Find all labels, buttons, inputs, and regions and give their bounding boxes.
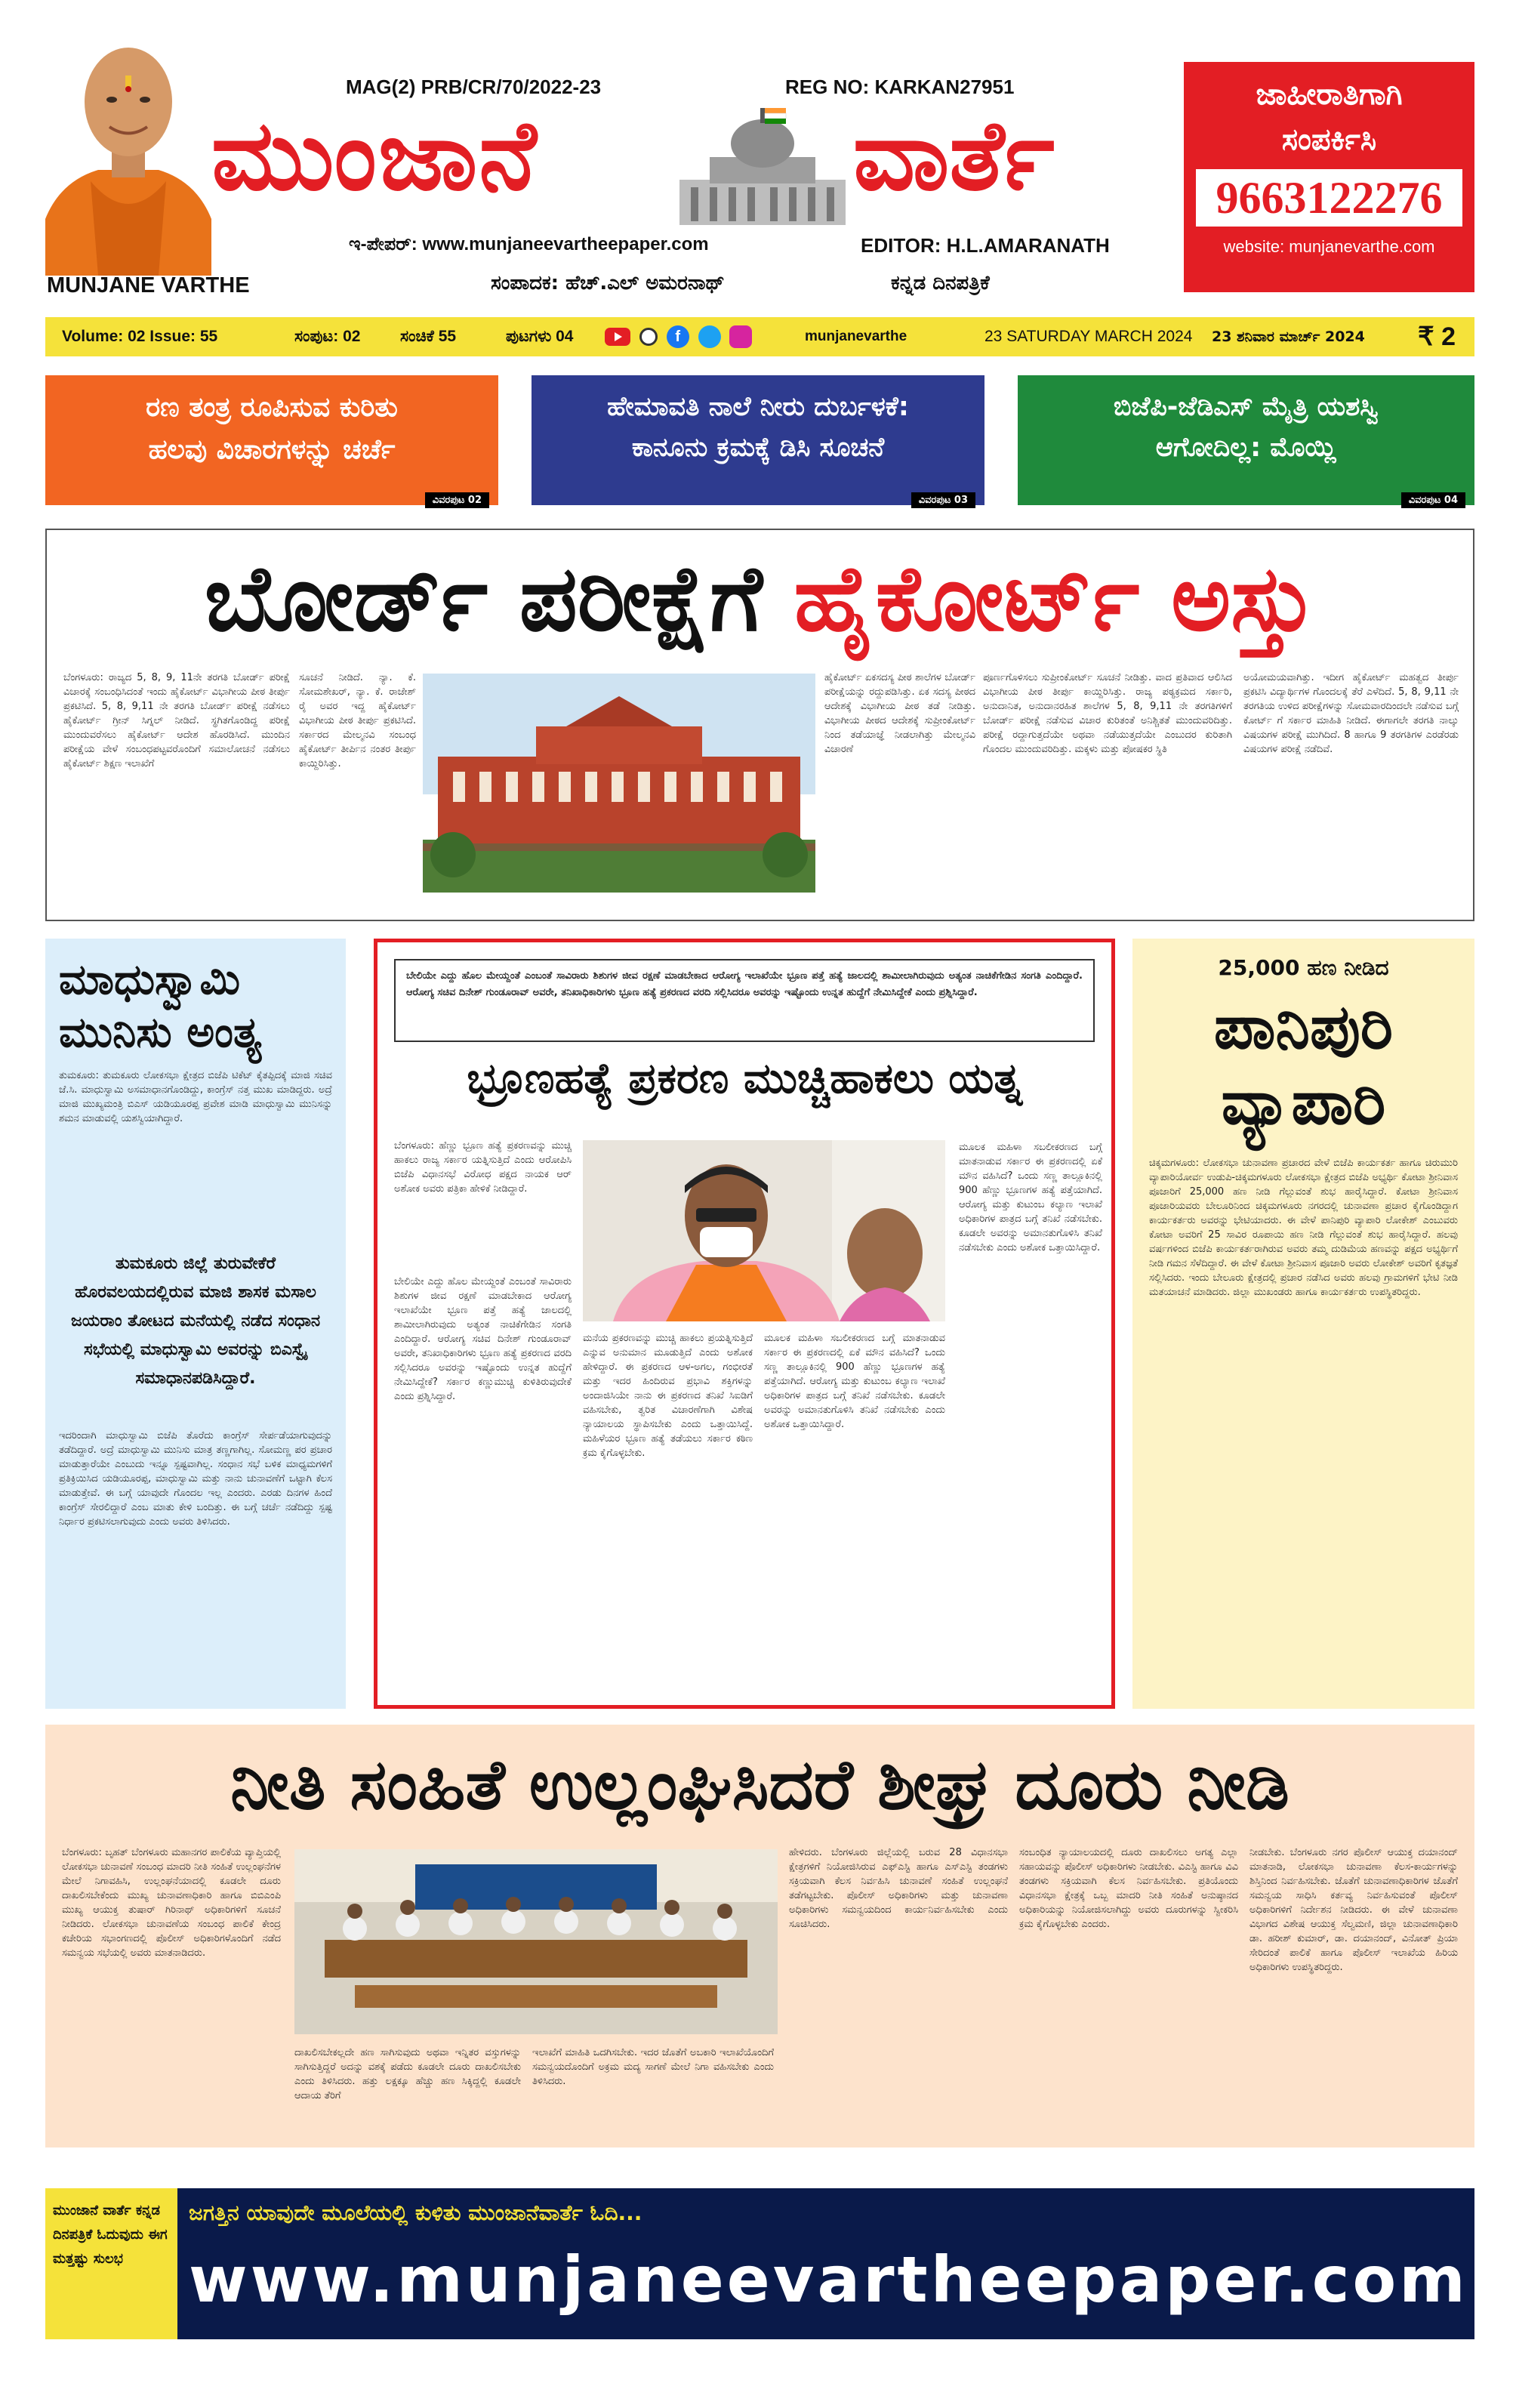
founder-portrait bbox=[45, 30, 211, 276]
title-left: ಮುಂಜಾನೆ bbox=[211, 100, 538, 212]
lead-col-3: ಹೈಕೋರ್ಟ್ ಏಕಸದಸ್ಯ ಪೀಠ ಶಾಲೆಗಳ ಬೋರ್ಡ್ ಪರೀಕ್ಷೆಯನ್ನು ರದ್ದುಪಡಿಸಿತ್ತು. ಏಕ ಸದಸ್ಯ ಪೀಠದ ಆದೇಶಕ್ಕೆ ವಿಭಾಗೀಯ ಪೀಠ ತಡೆ ನೀಡಿತ್ತು. ವಿಭಾಗೀಯ ಪೀಠದ ಆದೇಶಕ್ಕೆ ಸುಪ್ರೀಂಕೋರ್ಟ್ ನಿಂದ ತಡೆಯಾಜ್ಞೆ ನೀಡಲಾಗಿತ್ತು ಮೇಲ್ಮನವಿ ವಿಚಾರಣೆ bbox=[824, 672, 975, 755]
footer-url[interactable]: www.munjaneevartheepaper.com bbox=[189, 2243, 1468, 2317]
left-headline-1: ಮಾಧುಸ್ವಾಮಿ bbox=[59, 955, 241, 1004]
left-pull-quote: ತುಮಕೂರು ಜಿಲ್ಲೆ ತುರುವೇಕೆರೆ ಹೊರವಲಯದಲ್ಲಿರುವ ಮಾಜಿ ಶಾಸಕ ಮಸಾಲ ಜಯರಾಂ ತೋಟದ ಮನೆಯಲ್ಲಿ ನಡೆದ ಸಂಧಾನ ಸಭೆಯಲ್ಲಿ ಮಾಧುಸ್ವಾಮಿ ಅವರನ್ನು ಬಿಎಸ್ವೈ ಸಮಾಧಾನಪಡಿಸಿದ್ದಾರೆ. bbox=[70, 1254, 321, 1388]
bottom-col-4: ಹೇಳಿದರು. ಬೆಂಗಳೂರು ಜಿಲ್ಲೆಯಲ್ಲಿ ಬರುವ 28 ವಿಧಾನಸಭಾ ಕ್ಷೇತ್ರಗಳಿಗೆ ನಿಯೋಜಿಸಿರುವ ಎಫ್ಎಸ್ಟಿ ಹಾಗೂ ಎಸ್ಎಸ್ಟಿ ತಂಡಗಳು ಸಕ್ರಿಯವಾಗಿ ಕೆಲಸ ನಿರ್ವಹಿಸಿ ಚುನಾವಣೆ ಸಂಹಿತೆ ಉಲ್ಲಂಘನೆ ತಡೆಗಟ್ಟಬೇಕು. ಪೊಲೀಸ್ ಅಧಿಕಾರಿಗಳು ಮತ್ತು ಚುನಾವಣಾ ಅಧಿಕಾರಿಗಳು ಸಮನ್ವಯದಿಂದ ಕಾರ್ಯನಿರ್ವಹಿಸಬೇಕು ಎಂದು ಸೂಚಿಸಿದರು. bbox=[789, 1847, 1008, 1930]
lead-col-5: ಅಯೋಮಯವಾಗಿತ್ತು. ಇದೀಗ ಹೈಕೋರ್ಟ್ ಮಹತ್ವದ ತೀರ್ಪು ಪ್ರಕಟಿಸಿ ವಿದ್ಯಾರ್ಥಿಗಳ ಗೊಂದಲಕ್ಕೆ ತೆರೆ ಎಳೆದಿದೆ. 5, 8, 9,11 ನೇ ತರಗತಿಯ ಉಳಿದ ಪರೀಕ್ಷೆಗಳನ್ನು ಸೋಮವಾರದಿಂದಲೇ ನಡೆಸುವ ಬಗ್ಗೆ ಕೋರ್ಟ್ ಗೆ ಸರ್ಕಾರ ಮಾಹಿತಿ ನೀಡಿದೆ. ಈಗಾಗಲೇ ತರಗತಿ ನಾಲ್ಕು ವಿಷಯಗಳ ಪರೀಕ್ಷೆ ಮುಗಿದಿದೆ. 8 ಹಾಗೂ 9 ತರಗತಿಗಳ ಎರಡೆರಡು ವಿಷಯಗಳ ಪರೀಕ್ಷೆ ನಡೆದಿವೆ. bbox=[1243, 672, 1459, 755]
lead-col-4: ಪೂರ್ಣಗೊಳಿಸಲು ಸುಪ್ರೀಂಕೋರ್ಟ್ ಸೂಚನೆ ನೀಡಿತ್ತು. ವಾದ ಪ್ರತಿವಾದ ಆಲಿಸಿದ ವಿಭಾಗೀಯ ಪೀಠ ತೀರ್ಪು ಕಾಯ್ದಿರಿಸಿತ್ತು. ರಾಜ್ಯ ಪಠ್ಯಕ್ರಮದ ಸರ್ಕಾರಿ, ಅನುದಾನಿತ, ಅನುದಾನರಹಿತ ಶಾಲೆಗಳ 5, 8, 9,11 ನೇ ತರಗತಿಗಳಿಗೆ ಬೋರ್ಡ್ ಪರೀಕ್ಷೆ ನಡೆಸುವ ವಿಚಾರ ಕುರಿತಂತೆ ಅನಿಶ್ಚಿತತೆ ಮುಂದುವರಿದಿತ್ತು. ಪರೀಕ್ಷೆ ರದ್ದಾಗುತ್ತದೆಯೇ ಅಥವಾ ನಡೆಯುತ್ತದೆಯೇ ಎಂಬುದರ ಕುರಿತಾಗಿ ಗೊಂದಲ ಮುಂದುವರಿದಿತ್ತು. ಮಕ್ಕಳು ಮತ್ತು ಪೋಷಕರ ಸ್ಥಿತಿ bbox=[983, 672, 1232, 755]
teaser-line-1: ಹೇಮಾವತಿ ನಾಲೆ ನೀರು ದುರ್ಬಳಕೆ: bbox=[607, 392, 909, 422]
twitter-icon[interactable] bbox=[698, 325, 721, 348]
date-english: 23 SATURDAY MARCH 2024 bbox=[984, 328, 1193, 345]
bottom-story bbox=[45, 1725, 1474, 2147]
center-quote: ಬೇಲಿಯೇ ಎದ್ದು ಹೊಲ ಮೇಯ್ದಂತೆ ಎಂಬಂತೆ ಸಾವಿರಾರು ಶಿಶುಗಳ ಜೀವ ರಕ್ಷಣೆ ಮಾಡಬೇಕಾದ ಆರೋಗ್ಯ ಇಲಾಖೆಯೇ ಭ್ರೂಣ ಪತ್ತೆ ಹತ್ಯೆ ಜಾಲದಲ್ಲಿ ಶಾಮೀಲಾಗಿರುವುದು ಅತ್ಯಂತ ನಾಚಿಕೆಗೇಡಿನ ಸಂಗತಿ ಎಂದಿದ್ದಾರೆ. ಆರೋಗ್ಯ ಸಚಿವ ದಿನೇಶ್ ಗುಂಡೂರಾವ್ ಅವರೇ, ತನಿಖಾಧಿಕಾರಿಗಳು ಭ್ರೂಣ ಹತ್ಯೆ ಪ್ರಕರಣದ ವರದಿ ಸಲ್ಲಿಸಿದರೂ ಅವರನ್ನು ಇಷ್ಟೊಂದು ಉನ್ನತ ಹುದ್ದೆಗೆ ನೇಮಿಸಿದ್ದೇಕೆ ಎಂದು ಪ್ರಶ್ನಿಸಿದ್ದಾರೆ. bbox=[406, 970, 1083, 998]
advertise-website[interactable]: website: munjanevarthe.com bbox=[1223, 237, 1435, 256]
bottom-col-2: ದಾಖಲಿಸಬೇಕಲ್ಲದೇ ಹಣ ಸಾಗಿಸುವುದು ಅಥವಾ ಇನ್ನಿತರ ವಸ್ತುಗಳನ್ನು ಸಾಗಿಸುತ್ತಿದ್ದರೆ ಅದನ್ನು ವಶಕ್ಕೆ ಪಡೆದು ಕೂಡಲೇ ದೂರು ದಾಖಲಿಸಬೇಕು ಎಂದು ತಿಳಿಸಿದರು. ಹತ್ತು ಲಕ್ಷಕ್ಕೂ ಹೆಚ್ಚು ಹಣ ಸಿಕ್ಕಿದ್ದಲ್ಲಿ ಕೂಡಲೇ ಆದಾಯ ತೆರಿಗೆ bbox=[294, 2047, 521, 2101]
registration-left: MAG(2) PRB/CR/70/2022-23 bbox=[346, 76, 602, 98]
masthead bbox=[0, 0, 1516, 310]
left-headline-2: ಮುನಿಸು ಅಂತ್ಯ bbox=[59, 1008, 262, 1057]
center-col-4: ಮೂಲಕ ಮಹಿಳಾ ಸಬಲೀಕರಣದ ಬಗ್ಗೆ ಮಾತನಾಡುವ ಸರ್ಕಾರ ಈ ಪ್ರಕರಣದಲ್ಲಿ ಏಕೆ ಮೌನ ವಹಿಸಿದೆ? ಒಂದು ಸಣ್ಣ ತಾಲ್ಲೂಕಿನಲ್ಲಿ 900 ಹೆಣ್ಣು ಭ್ರೂಣಗಳ ಹತ್ಯೆ ಪತ್ತೆಯಾಗಿದೆ. ಆರೋಗ್ಯ ಮತ್ತು ಕುಟುಂಬ ಕಲ್ಯಾಣ ಇಲಾಖೆ ಅಧಿಕಾರಿಗಳ ಪಾತ್ರದ ಬಗ್ಗೆ ತನಿಖೆ ನಡೆಸಬೇಕು. ಕೂಡಲೇ ಅವರನ್ನು ಅಮಾನತುಗೊಳಿಸಿ ತನಿಖೆ ನಡೆಸಬೇಕು ಎಂದು ಅಶೋಕ ಒತ್ತಾಯಿಸಿದ್ದಾರೆ. bbox=[959, 1142, 1102, 1253]
teaser-1[interactable] bbox=[45, 375, 498, 505]
teaser-3[interactable] bbox=[1018, 375, 1474, 505]
right-story bbox=[1132, 939, 1474, 1709]
lead-headline-red: ಹೈಕೋರ್ಟ್ ಅಸ್ತು bbox=[793, 547, 1316, 652]
lead-col-1: ಬೆಂಗಳೂರು: ರಾಜ್ಯದ 5, 8, 9, 11ನೇ ತರಗತಿ ಬೋರ್ಡ್ ಪರೀಕ್ಷೆ ವಿಚಾರಕ್ಕೆ ಸಂಬಂಧಿಸಿದಂತೆ ಇಂದು ಹೈಕೋರ್ಟ್ ವಿಭಾಗೀಯ ಪೀಠ ತೀರ್ಪು ಪ್ರಕಟಿಸಿದೆ. 5, 8, 9,11 ನೇ ತರಗತಿ ಬೋರ್ಡ್ ಪರೀಕ್ಷೆ ನಡೆಸಲು ಹೈಕೋರ್ಟ್ ಗ್ರೀನ್ ಸಿಗ್ನಲ್ ನೀಡಿದೆ. ಸ್ಥಗಿತಗೊಂಡಿದ್ದ ಪರೀಕ್ಷೆ ಮುಂದುವರೆಸಲು ಹೈಕೋರ್ಟ್ ಆದೇಶ ಹೊರಡಿಸಿದೆ. ಮುಂದಿನ ಪರೀಕ್ಷೆಯ ವೇಳೆ ಸಂಬಂಧಪಟ್ಟವರೊಂದಿಗೆ ಸಮಾಲೋಚನೆ ನಡೆಸಲು ಹೈಕೋರ್ಟ್ ಶಿಕ್ಷಣ ಇಲಾಖೆಗೆ bbox=[63, 672, 290, 769]
advertise-line-2: ಸಂಪರ್ಕಿಸಿ bbox=[1281, 122, 1377, 157]
facebook-icon[interactable]: f bbox=[667, 325, 689, 348]
dateline-bar bbox=[45, 317, 1474, 356]
sanchike: ಸಂಚಿಕೆ 55 bbox=[400, 328, 457, 345]
minister-photo bbox=[583, 1140, 945, 1321]
epaper-url: ಇ-ಪೇಪರ್: www.munjaneevartheepaper.com bbox=[349, 234, 709, 254]
teaser-line-1: ಬಿಜೆಪಿ-ಜೆಡಿಎಸ್ ಮೈತ್ರಿ ಯಶಸ್ವಿ bbox=[1113, 392, 1379, 422]
youtube-icon[interactable] bbox=[605, 328, 630, 346]
center-headline: ಭ್ರೂಣಹತ್ಯೆ ಪ್ರಕರಣ ಮುಚ್ಚಿಹಾಕಲು ಯತ್ನ bbox=[467, 1054, 1022, 1103]
center-col-3: ಮೂಲಕ ಮಹಿಳಾ ಸಬಲೀಕರಣದ ಬಗ್ಗೆ ಮಾತನಾಡುವ ಸರ್ಕಾರ ಈ ಪ್ರಕರಣದಲ್ಲಿ ಏಕೆ ಮೌನ ವಹಿಸಿದೆ? ಒಂದು ಸಣ್ಣ ತಾಲ್ಲೂಕಿನಲ್ಲಿ 900 ಹೆಣ್ಣು ಭ್ರೂಣಗಳ ಹತ್ಯೆ ಪತ್ತೆಯಾಗಿದೆ. ಆರೋಗ್ಯ ಮತ್ತು ಕುಟುಂಬ ಕಲ್ಯಾಣ ಇಲಾಖೆ ಅಧಿಕಾರಿಗಳ ಪಾತ್ರದ ಬಗ್ಗೆ ತನಿಖೆ ನಡೆಸಬೇಕು. ಕೂಡಲೇ ಅವರನ್ನು ಅಮಾನತುಗೊಳಿಸಿ ತನಿಖೆ ನಡೆಸಬೇಕು ಎಂದು ಅಶೋಕ ಒತ್ತಾಯಿಸಿದ್ದಾರೆ. bbox=[764, 1333, 945, 1430]
high-court-photo bbox=[423, 674, 815, 893]
bottom-col-3: ಇಲಾಖೆಗೆ ಮಾಹಿತಿ ಒದಗಿಸಬೇಕು. ಇದರ ಜೊತೆಗೆ ಅಬಕಾರಿ ಇಲಾಖೆಯೊಂದಿಗೆ ಸಮನ್ವಯದೊಂದಿಗೆ ಅಕ್ರಮ ಮದ್ಯ ಸಾಗಣೆ ಮೇಲೆ ನಿಗಾ ವಹಿಸಬೇಕು ಎಂದು ತಿಳಿಸಿದರು. bbox=[532, 2047, 774, 2087]
teaser-line-2: ಆಗೋದಿಲ್ಲ: ಮೊಯ್ಲಿ bbox=[1155, 433, 1337, 463]
bottom-col-1: ಬೆಂಗಳೂರು: ಬೃಹತ್ ಬೆಂಗಳೂರು ಮಹಾನಗರ ಪಾಲಿಕೆಯ ವ್ಯಾಪ್ತಿಯಲ್ಲಿ ಲೋಕಸಭಾ ಚುನಾವಣೆ ಸಂಬಂಧ ಮಾದರಿ ನೀತಿ ಸಂಹಿತೆ ಉಲ್ಲಂಘನೆಗಳ ಮೇಲೆ ನಿಗಾವಹಿಸಿ, ಉಲ್ಲಂಘನೆಯಾದಲ್ಲಿ ಕೂಡಲೇ ದೂರು ದಾಖಲಿಸಬೇಕೆಂದು ಮುಖ್ಯ ಚುನಾವಣಾಧಿಕಾರಿ ಹಾಗೂ ಬಿಬಿಎಂಪಿ ಮುಖ್ಯ ಆಯುಕ್ತ ತುಷಾರ್ ಗಿರಿನಾಥ್ ಅಧಿಕಾರಿಗಳಿಗೆ ಸೂಚನೆ ನೀಡಿದರು. ಲೋಕಸಭಾ ಚುನಾವಣೆಯ ಸಂಬಂಧ ಪಾಲಿಕೆ ಕೇಂದ್ರ ಕಚೇರಿಯ ಸಭಾಂಗಣದಲ್ಲಿ ಪೊಲೀಸ್ ಅಧಿಕಾರಿಗಳೊಂದಿಗೆ ನಡೆದ ಸಮನ್ವಯ ಸಭೆಯಲ್ಲಿ ಅವರು ಮಾತನಾಡಿದರು. bbox=[62, 1847, 281, 1959]
social-handle[interactable]: munjanevarthe bbox=[805, 328, 907, 344]
right-kicker: 25,000 ಹಣ ನೀಡಿದ bbox=[1218, 955, 1389, 980]
bottom-headline: ನೀತಿ ಸಂಹಿತೆ ಉಲ್ಲಂಘಿಸಿದರೆ ಶೀಘ್ರ ದೂರು ನೀಡಿ bbox=[230, 1744, 1290, 1825]
right-headline-1: ಪಾನಿಪುರಿ bbox=[1213, 991, 1394, 1063]
advertise-phone[interactable]: 9663122276 bbox=[1216, 173, 1443, 223]
center-col-1: ಬೆಂಗಳೂರು: ಹೆಣ್ಣು ಭ್ರೂಣ ಹತ್ಯೆ ಪ್ರಕರಣವನ್ನು ಮುಚ್ಚಿ ಹಾಕಲು ರಾಜ್ಯ ಸರ್ಕಾರ ಯತ್ನಿಸುತ್ತಿದೆ ಎಂದು ಆರೋಪಿಸಿ ಬಿಜೆಪಿ ವಿಧಾನಸಭೆ ವಿರೋಧ ಪಕ್ಷದ ನಾಯಕ ಆರ್ ಅಶೋಕ ಅವರು ಪತ್ರಿಕಾ ಹೇಳಿಕೆ ನೀಡಿದ್ದಾರೆ. bbox=[394, 1140, 572, 1195]
lead-headline-black: ಬೋರ್ಡ್ ಪರೀಕ್ಷೆಗೆ bbox=[204, 547, 763, 652]
lead-headline bbox=[47, 547, 1473, 652]
teaser-line-2: ಹಲವು ವಿಚಾರಗಳನ್ನು ಚರ್ಚೆ bbox=[148, 434, 396, 465]
footer-banner[interactable] bbox=[45, 2188, 1474, 2339]
center-col-1b: ಬೇಲಿಯೇ ಎದ್ದು ಹೊಲ ಮೇಯ್ದಂತೆ ಎಂಬಂತೆ ಸಾವಿರಾರು ಶಿಶುಗಳ ಜೀವ ರಕ್ಷಣೆ ಮಾಡಬೇಕಾದ ಆರೋಗ್ಯ ಇಲಾಖೆಯೇ ಭ್ರೂಣ ಪತ್ತೆ ಹತ್ಯೆ ಜಾಲದಲ್ಲಿ ಶಾಮೀಲಾಗಿರುವುದು ಅತ್ಯಂತ ನಾಚಿಕೆಗೇಡಿನ ಸಂಗತಿ ಎಂದಿದ್ದಾರೆ. ಆರೋಗ್ಯ ಸಚಿವ ದಿನೇಶ್ ಗುಂಡೂರಾವ್ ಅವರೇ, ತನಿಖಾಧಿಕಾರಿಗಳು ಭ್ರೂಣ ಹತ್ಯೆ ಪ್ರಕರಣದ ವರದಿ ಸಲ್ಲಿಸಿದರೂ ಅವರನ್ನು ಇಷ್ಟೊಂದು ಉನ್ನತ ಹುದ್ದೆಗೆ ನೇಮಿಸಿದ್ದೇಕೆ? ಸರ್ಕಾರ ಕಣ್ಣುಮುಚ್ಚಿ ಕುಳಿತಿರುವುದೇಕೆ ಎಂದು ಪ್ರಶ್ನಿಸಿದ್ದಾರೆ. bbox=[394, 1276, 572, 1402]
instagram-icon[interactable] bbox=[729, 325, 752, 348]
center-quote-box bbox=[394, 959, 1095, 1042]
left-story bbox=[45, 939, 346, 1709]
teaser-page: ವಿವರಪುಟ 04 bbox=[1401, 492, 1465, 508]
advertise-line-1: ಜಾಹೀರಾತಿಗಾಗಿ bbox=[1256, 77, 1403, 112]
editor-kannada: ಸಂಪಾದಕ: ಹೆಚ್.ಎಲ್ ಅಮರನಾಥ್ bbox=[491, 272, 725, 294]
english-name: MUNJANE VARTHE bbox=[47, 273, 250, 298]
advertise-box bbox=[1184, 62, 1474, 292]
advertise-phone-box bbox=[1196, 169, 1462, 227]
editor-english: EDITOR: H.L.AMARANATH bbox=[861, 234, 1110, 257]
footer-tagline: ಜಗತ್ತಿನ ಯಾವುದೇ ಮೂಲೆಯಲ್ಲಿ ಕುಳಿತು ಮುಂಜಾನೆವಾರ್ತೆ ಓದಿ... bbox=[189, 2200, 642, 2225]
lead-col-2: ಸೂಚನೆ ನೀಡಿದೆ. ನ್ಯಾ. ಕೆ. ಸೋಮಶೇಖರ್, ನ್ಯಾ. ಕೆ. ರಾಜೇಶ್ ರೈ ಅವರ ಇದ್ದ ಹೈಕೋರ್ಟ್ ವಿಭಾಗೀಯ ಪೀಠ ತೀರ್ಪು ಪ್ರಕಟಿಸಿದೆ. ಸರ್ಕಾರದ ಮೇಲ್ಮನವಿ ಸಂಬಂಧ ಹೈಕೋರ್ಟ್ ತೀರ್ಪಿನ ನಂತರ ತೀರ್ಪು ಕಾಯ್ದಿರಿಸಿತ್ತು. bbox=[299, 672, 416, 769]
footer-left-box bbox=[45, 2188, 177, 2339]
date-kannada: 23 ಶನಿವಾರ ಮಾರ್ಚ್ 2024 bbox=[1212, 328, 1365, 345]
meeting-photo bbox=[294, 1849, 778, 2034]
center-col-2: ಮನೆಯ ಪ್ರಕರಣವನ್ನು ಮುಚ್ಚಿ ಹಾಕಲು ಪ್ರಯತ್ನಿಸುತ್ತಿದೆ ಎನ್ನುವ ಅನುಮಾನ ಮೂಡುತ್ತಿದೆ ಎಂದು ಅಶೋಕ ಹೇಳಿದ್ದಾರೆ. ಈ ಪ್ರಕರಣದ ಆಳ-ಅಗಲ, ಗಂಭೀರತೆ ಮತ್ತು ಇದರ ಹಿಂದಿರುವ ಪ್ರಭಾವಿ ಶಕ್ತಿಗಳನ್ನು ಅಂದಾಜಿಸಿಯೇ ನಾನು ಈ ಪ್ರಕರಣದ ತನಿಖೆ ಸಿಐಡಿಗೆ ವಹಿಸಬೇಕು, ತ್ವರಿತ ವಿಚಾರಣೆಗಾಗಿ ವಿಶೇಷ ನ್ಯಾಯಾಲಯ ಸ್ಥಾಪಿಸಬೇಕು ಎಂದು ಒತ್ತಾಯಿಸಿದ್ದೆ. ಮಹಿಳೆಯರ ಭ್ರೂಣ ಹತ್ಯೆ ತಡೆಯಲು ಸರ್ಕಾರ ಕಠಿಣ ಕ್ರಮ ಕೈಗೊಳ್ಳಬೇಕು. bbox=[583, 1333, 753, 1459]
daily-label: ಕನ್ನಡ ದಿನಪತ್ರಿಕೆ bbox=[891, 272, 990, 294]
samputa: ಸಂಪುಟ: 02 bbox=[294, 328, 361, 345]
vidhana-soudha-illustration bbox=[664, 97, 861, 229]
price: ₹ 2 bbox=[1418, 322, 1456, 351]
left-body-2: ಇದರಿಂದಾಗಿ ಮಾಧುಸ್ವಾಮಿ ಬಿಜೆಪಿ ತೊರೆದು ಕಾಂಗ್ರೆಸ್ ಸೇರ್ಪಡೆಯಾಗುವುದನ್ನು ತಡೆದಿದ್ದಾರೆ. ಅದ್ರೆ ಮಾಧುಸ್ವಾಮಿ ಮುನಿಸು ಮಾತ್ರ ತಣ್ಣಗಾಗಿಲ್ಲ. ಸೋಮಣ್ಣ ಪರ ಪ್ರಚಾರ ಮಾಡುತ್ತಾರೆಯೇ ಎಂಬುದು ಇನ್ನೂ ಸ್ಪಷ್ಟವಾಗಿಲ್ಲ. ಸಂಧಾನ ಸಭೆ ಬಳಿಕ ಮಾಧ್ಯಮಗಳಿಗೆ ಪ್ರತಿಕ್ರಿಯಿಸಿದ ಯಡಿಯೂರಪ್ಪ, ಮಾಧುಸ್ವಾಮಿ ಮತ್ತು ನಾನು ಚುನಾವಣೆಗೆ ಒಟ್ಟಾಗಿ ಕೆಲಸ ಮಾಡುತ್ತೇವೆ. ಈ ಬಗ್ಗೆ ಯಾವುದೇ ಗೊಂದಲ ಇಲ್ಲ ಎಂದರು. ಎರಡು ದಿನಗಳ ಹಿಂದೆ ಕಾಂಗ್ರೆಸ್ ಸೇರಲಿದ್ದಾರೆ ಎಂಬ ಮಾತು ಕೇಳಿ ಬಂದಿತ್ತು. ಈ ಬಗ್ಗೆ ಚರ್ಚೆ ನಡೆದಿದ್ದು ಸ್ಪಷ್ಟ ನಿರ್ಧಾರ ಪ್ರಕಟಿಸಲಾಗುವುದು ಎಂದು ಅವರು ತಿಳಿಸಿದರು. bbox=[59, 1430, 332, 1528]
title-right: ವಾರ್ತೆ bbox=[853, 100, 1055, 212]
social-icons bbox=[602, 317, 754, 356]
registration-right: REG NO: KARKAN27951 bbox=[785, 76, 1015, 98]
right-headline-2: ವ್ಯಾಪಾರಿ bbox=[1221, 1067, 1386, 1139]
bottom-col-5: ಸಂಬಂಧಿತ ನ್ಯಾಯಾಲಯದಲ್ಲಿ ದೂರು ದಾಖಲಿಸಲು ಅಗತ್ಯ ಎಲ್ಲಾ ಸಹಾಯವನ್ನು ಪೊಲೀಸ್ ಅಧಿಕಾರಿಗಳು ನೀಡಬೇಕು. ವಿಎಸ್ಟಿ ಹಾಗೂ ವಿವಿ ತಂಡಗಳು ಸಕ್ರಿಯವಾಗಿ ಕೆಲಸ ನಿರ್ವಹಿಸಬೇಕು. ಪ್ರತಿಯೊಂದು ವಿಧಾನಸಭಾ ಕ್ಷೇತ್ರಕ್ಕೆ ಒಬ್ಬ ಮಾದರಿ ನೀತಿ ಸಂಹಿತೆ ಅನುಷ್ಠಾನದ ಅಧಿಕಾರಿಯನ್ನು ನಿಯೋಜಿಸಲಾಗಿದ್ದು ಅವರು ದೂರುಗಳನ್ನು ಸ್ವೀಕರಿಸಿ ಕ್ರಮ ಕೈಗೊಳ್ಳಬೇಕು ಎಂದರು. bbox=[1019, 1847, 1238, 1930]
left-body-1: ತುಮಕೂರು: ತುಮಕೂರು ಲೋಕಸಭಾ ಕ್ಷೇತ್ರದ ಬಿಜೆಪಿ ಟಿಕೆಟ್ ಕೈತಪ್ಪಿದಕ್ಕೆ ಮಾಜಿ ಸಚಿವ ಜೆ.ಸಿ. ಮಾಧುಸ್ವಾಮಿ ಅಸಮಾಧಾನಗೊಂಡಿದ್ದು, ಕಾಂಗ್ರೆಸ್ ನತ್ತ ಮುಖ ಮಾಡಿದ್ದರು. ಅದ್ರೆ ಮಾಜಿ ಮುಖ್ಯಮಂತ್ರಿ ಬಿಎಸ್ ಯಡಿಯೂರಪ್ಪ ಪ್ರವೇಶ ಮಾಡಿ ಮಾಧುಸ್ವಾಮಿ ಮುನಿಸನ್ನು ಶಮನ ಮಾಡುವಲ್ಲಿ ಯಶಸ್ವಿಯಾಗಿದ್ದಾರೆ. bbox=[59, 1070, 332, 1124]
teaser-page: ವಿವರಪುಟ 03 bbox=[911, 492, 975, 508]
teaser-line-2: ಕಾನೂನು ಕ್ರಮಕ್ಕೆ ಡಿಸಿ ಸೂಚನೆ bbox=[631, 433, 885, 463]
lead-story bbox=[45, 529, 1474, 921]
teaser-page: ವಿವರಪುಟ 02 bbox=[425, 492, 489, 508]
teaser-line-1: ರಣ ತಂತ್ರ ರೂಪಿಸುವ ಕುರಿತು bbox=[146, 392, 398, 423]
bottom-col-6: ನೀಡಬೇಕು. ಬೆಂಗಳೂರು ನಗರ ಪೊಲೀಸ್ ಆಯುಕ್ತ ದಯಾನಂದ್ ಮಾತನಾಡಿ, ಲೋಕಸಭಾ ಚುನಾವಣಾ ಕೆಲಸ-ಕಾರ್ಯಗಳನ್ನು ಶಿಸ್ತಿನಿಂದ ನಿರ್ವಹಿಸಬೇಕು. ಜೊತೆಗೆ ಚುನಾವಣಾಧಿಕಾರಿಗಳ ಜೊತೆಗೆ ಸಮನ್ವಯ ಸಾಧಿಸಿ ಕರ್ತವ್ಯ ನಿರ್ವಹಿಸುವಂತೆ ಪೊಲೀಸ್ ಅಧಿಕಾರಿಗಳಿಗೆ ನಿರ್ದೇಶನ ನೀಡಿದರು. ಈ ವೇಳೆ ಚುನಾವಣಾ ವಿಭಾಗದ ವಿಶೇಷ ಆಯುಕ್ತ ಸೆಲ್ವಮಣಿ, ಜಿಲ್ಲಾ ಚುನಾವಣಾಧಿಕಾರಿ ಡಾ. ಹರೀಶ್ ಕುಮಾರ್, ಡಾ. ದಯಾನಂದ್, ವಿನೋತ್ ಪ್ರಿಯಾ ಸೇರಿದಂತೆ ಪಾಲಿಕೆ ಹಾಗೂ ಪೊಲೀಸ್ ಇಲಾಖೆಯ ಹಿರಿಯ ಅಧಿಕಾರಿಗಳು ಉಪಸ್ಥಿತರಿದ್ದರು. bbox=[1249, 1847, 1458, 1973]
footer-left-text: ಮುಂಜಾನೆ ವಾರ್ತೆ ಕನ್ನಡ ದಿನಪತ್ರಿಕೆ ಓದುವುದು ಈಗ ಮತ್ತಷ್ಟು ಸುಲಭ bbox=[53, 2203, 168, 2267]
teaser-2[interactable] bbox=[532, 375, 984, 505]
right-body: ಚಿಕ್ಕಮಗಳೂರು: ಲೋಕಸಭಾ ಚುನಾವಣಾ ಪ್ರಚಾರದ ವೇಳೆ ಬಿಜೆಪಿ ಕಾರ್ಯಕರ್ತ ಹಾಗೂ ಚಿರುಮುರಿ ವ್ಯಾಪಾರಿಯೋರ್ವ ಉಡುಪಿ-ಚಿಕ್ಕಮಗಳೂರು ಲೋಕಸಭಾ ಕ್ಷೇತ್ರದ ಬಿಜೆಪಿ ಅಭ್ಯರ್ಥಿ ಕೋಟಾ ಶ್ರೀನಿವಾಸ ಪೂಜಾರಿಗೆ 25,000 ಹಣ ನೀಡಿ ಗೆಲ್ಲುವಂತೆ ಶುಭ ಹಾರೈಸಿದ್ದಾರೆ. ಕೋಟಾ ಶ್ರೀನಿವಾಸ ಪೂಜಾರಿಯವರು ಬೇಲೂರಿನಿಂದ ಚಿಕ್ಕಮಗಳೂರು ನಗರದಲ್ಲಿ ಚುನಾವಣಾ ಪ್ರಚಾರ ಕೈಗೊಂಡಿದ್ದಾಗ ಕಾರ್ಯಕರ್ತರು ಅವರನ್ನು ಭೇಟಿಯಾದರು. ಈ ವೇಳೆ ಪಾನಿಪುರಿ ವ್ಯಾಪಾರಿ ಲೋಕೇಶ್ ಎಂಬುವರು ಕೋಟಾ ಅವರಿಗೆ 25 ಸಾವಿರ ರೂಪಾಯಿ ಹಣ ನೀಡಿ ಗೆಲ್ಲುವಂತೆ ಶುಭ ಹಾರೈಸಿದ್ದಾರೆ. ಹಲವು ವರ್ಷಗಳಿಂದ ಬಿಜೆಪಿ ಕಾರ್ಯಕರ್ತರಾಗಿರುವ ಅವರು ತಮ್ಮ ದುಡಿಮೆಯ ಹಣವನ್ನು ಪಕ್ಷದ ಅಭ್ಯರ್ಥಿಗೆ ನೀಡಿ ಗಮನ ಸೆಳೆದಿದ್ದಾರೆ. ಈ ವೇಳೆ ಕೋಟಾ ಶ್ರೀನಿವಾಸ ಪೂಜಾರಿ ಅವರು ಲೋಕೇಶ್ ಅವರಿಗೆ ಕೃತಜ್ಞತೆ ಸಲ್ಲಿಸಿದರು. ಇಂದು ಬೇಲೂರು ಕ್ಷೇತ್ರದಲ್ಲಿ ಪ್ರಚಾರ ನಡೆಸಿದ ಅವರು ಹಲವು ಗ್ರಾಮಗಳಿಗೆ ಭೇಟಿ ನೀಡಿ ಮತಯಾಚನೆ ಮಾಡಿದರು. ಜಿಲ್ಲಾ ಮುಖಂಡರು ಹಾಗೂ ಕಾರ್ಯಕರ್ತರು ಉಪಸ್ಥಿತರಿದ್ದರು. bbox=[1149, 1158, 1458, 1298]
center-story bbox=[374, 939, 1115, 1709]
volume-issue: Volume: 02 Issue: 55 bbox=[62, 328, 218, 345]
globe-icon[interactable] bbox=[639, 328, 658, 346]
pages-count: ಪುಟಗಳು 04 bbox=[506, 328, 574, 345]
